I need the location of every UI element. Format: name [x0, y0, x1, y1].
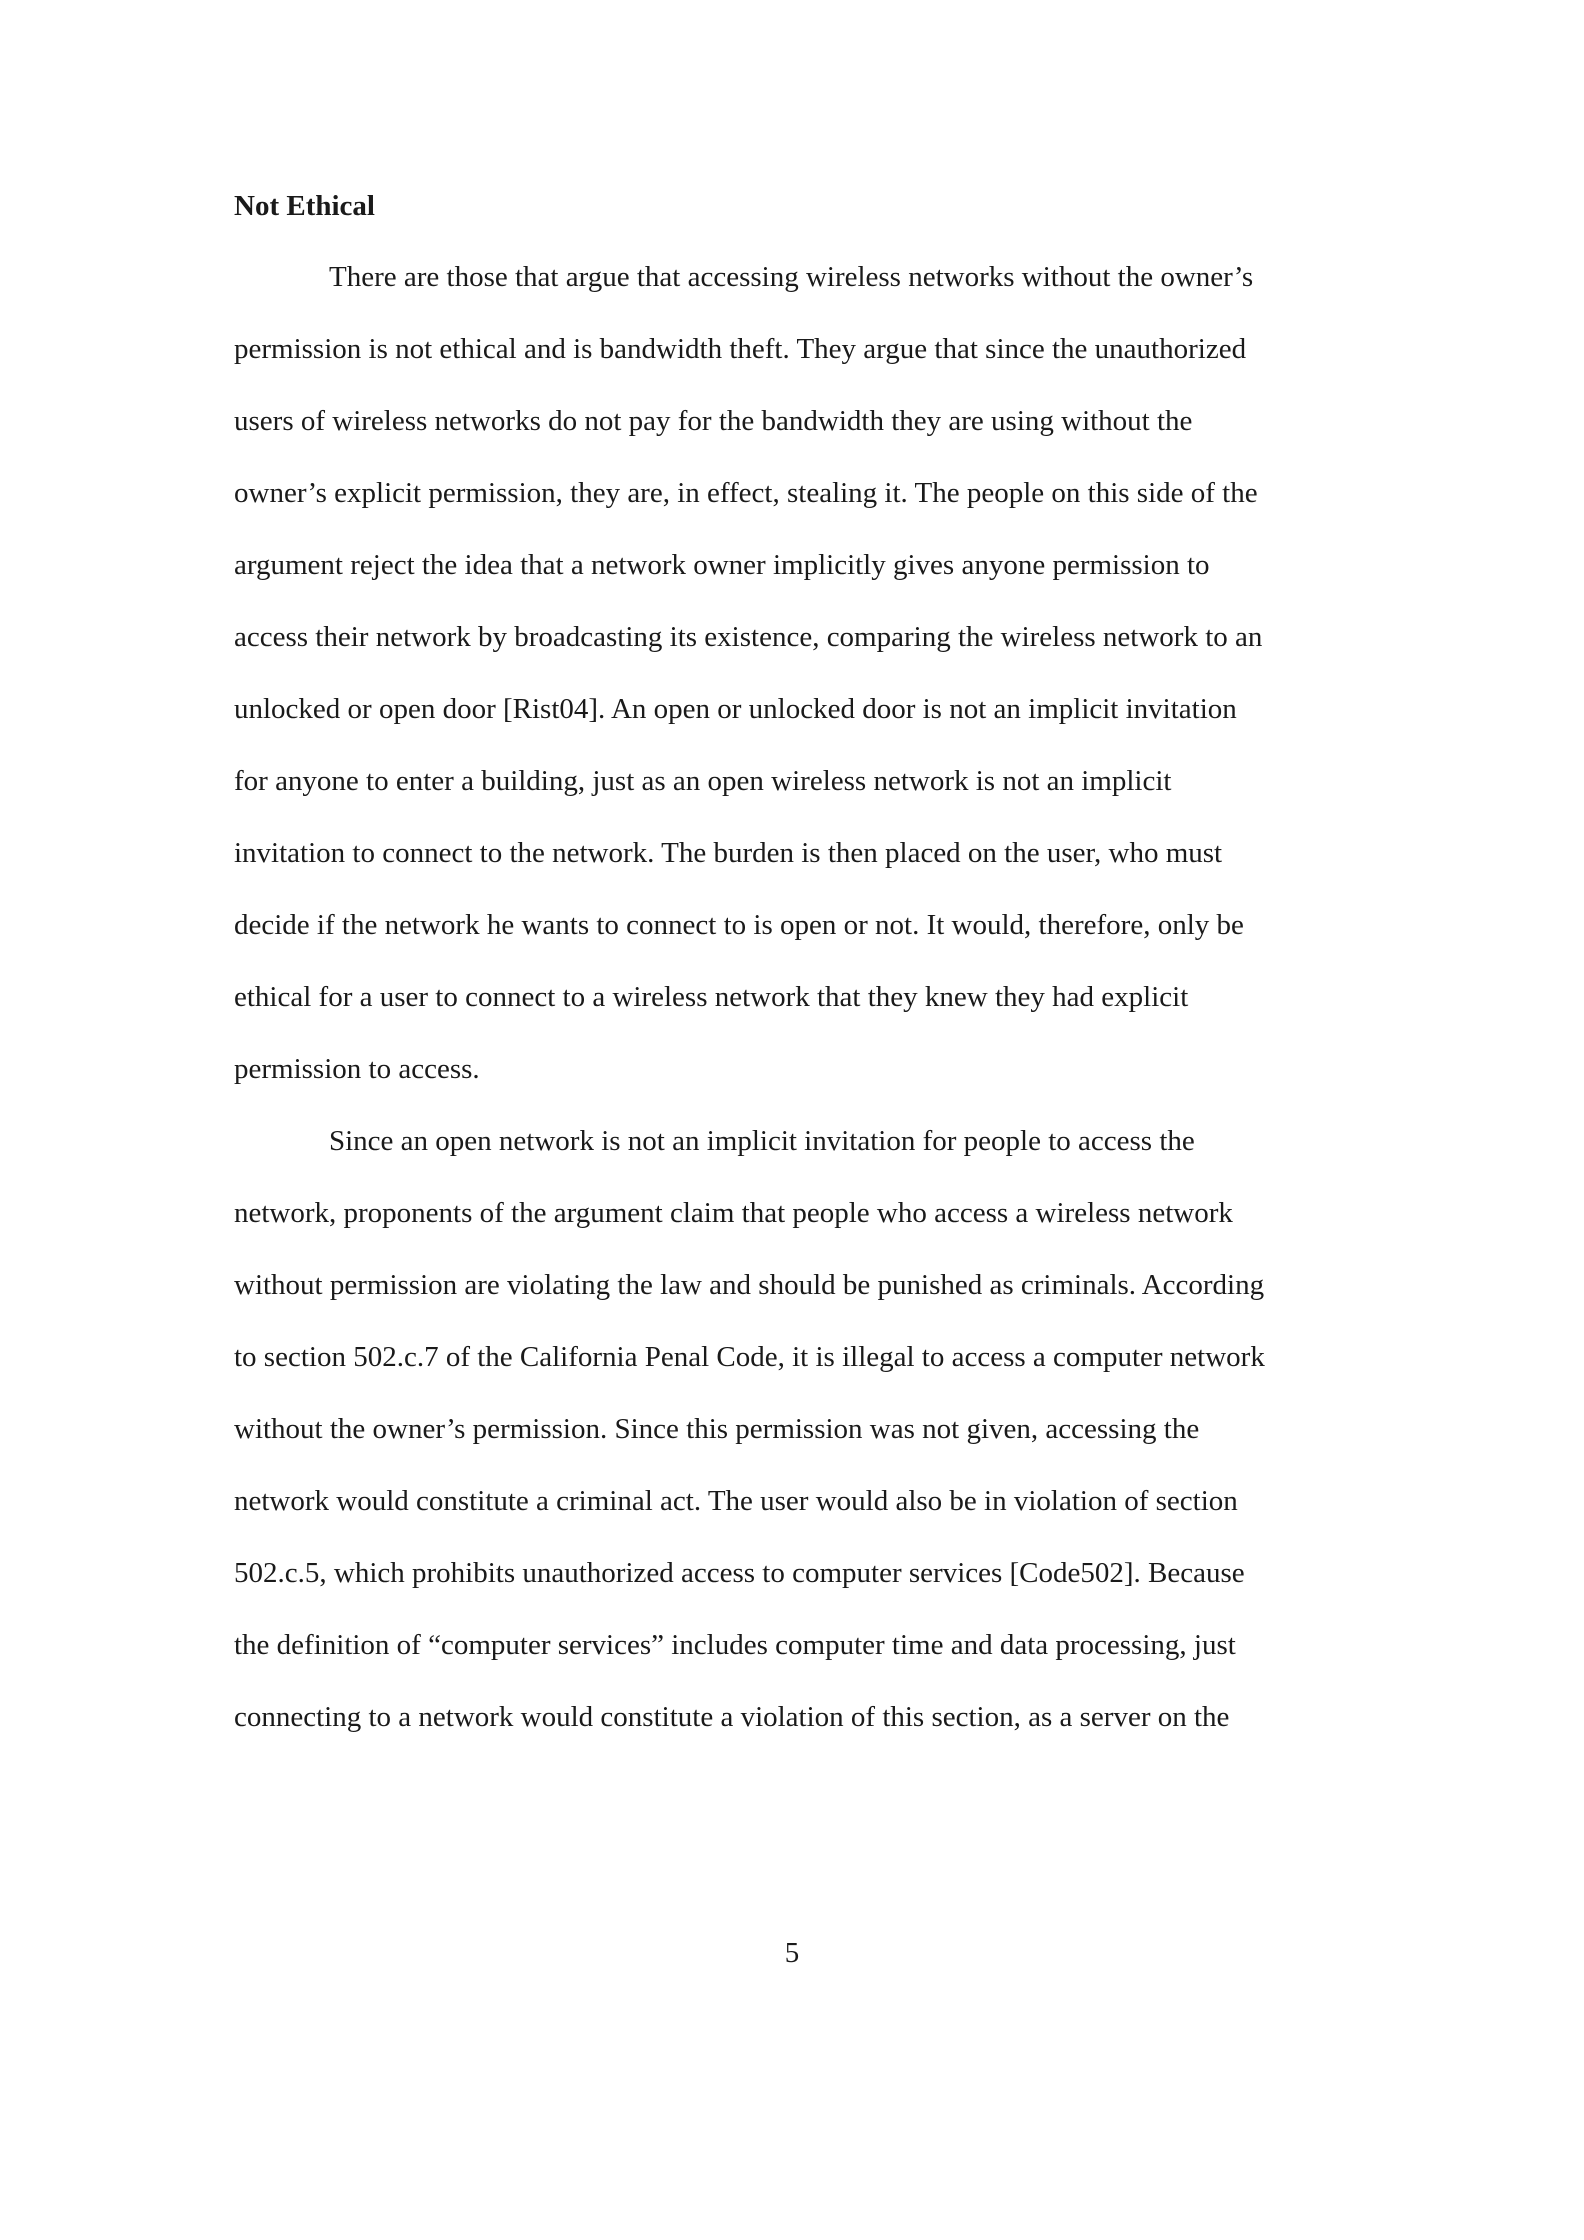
paragraph-1-line-5: argument reject the idea that a network owner implicitly gives anyone permission to [234, 549, 1210, 581]
paragraph-1-line-7: unlocked or open door [Rist04]. An open or unlocked door is not an implicit invitation [234, 693, 1237, 725]
paragraph-2-line-8: the definition of “computer services” includes computer time and data processing, just [234, 1629, 1236, 1661]
section-heading: Not Ethical [234, 190, 375, 222]
paragraph-1-line-2: permission is not ethical and is bandwidth theft. They argue that since the unauthorized [234, 333, 1247, 365]
paragraph-1-line-4: owner’s explicit permission, they are, in effect, stealing it. The people on this side of the [234, 477, 1258, 509]
paragraph-1-line-1: There are those that argue that accessing wireless networks without the owner’s [329, 261, 1254, 293]
paragraph-1-line-12: permission to access. [234, 1053, 480, 1085]
paragraph-2-line-5: without the owner’s permission. Since this permission was not given, accessing the [234, 1413, 1200, 1445]
paragraph-2-line-9: connecting to a network would constitute a violation of this section, as a server on the [234, 1701, 1230, 1733]
paragraph-1-line-8: for anyone to enter a building, just as an open wireless network is not an implicit [234, 765, 1172, 797]
paragraph-1-line-10: decide if the network he wants to connect to is open or not. It would, therefore, only be [234, 909, 1244, 941]
paragraph-2-line-7: 502.c.5, which prohibits unauthorized access to computer services [Code502]. Because [234, 1557, 1245, 1589]
paragraph-2-line-2: network, proponents of the argument claim that people who access a wireless network [234, 1197, 1233, 1229]
paragraph-2-line-4: to section 502.c.7 of the California Penal Code, it is illegal to access a computer network [234, 1341, 1265, 1373]
paragraph-2-line-1: Since an open network is not an implicit invitation for people to access the [329, 1125, 1195, 1157]
paragraph-1-line-9: invitation to connect to the network. The burden is then placed on the user, who must [234, 837, 1223, 869]
paragraph-1-line-11: ethical for a user to connect to a wireless network that they knew they had explicit [234, 981, 1189, 1013]
page-number: 5 [784, 1937, 800, 1969]
paragraph-1-line-3: users of wireless networks do not pay for the bandwidth they are using without the [234, 405, 1193, 437]
paragraph-2-line-3: without permission are violating the law and should be punished as criminals. According [234, 1269, 1265, 1301]
paragraph-1-line-6: access their network by broadcasting its existence, comparing the wireless network to an [234, 621, 1263, 653]
paragraph-2-line-6: network would constitute a criminal act. The user would also be in violation of section [234, 1485, 1238, 1517]
